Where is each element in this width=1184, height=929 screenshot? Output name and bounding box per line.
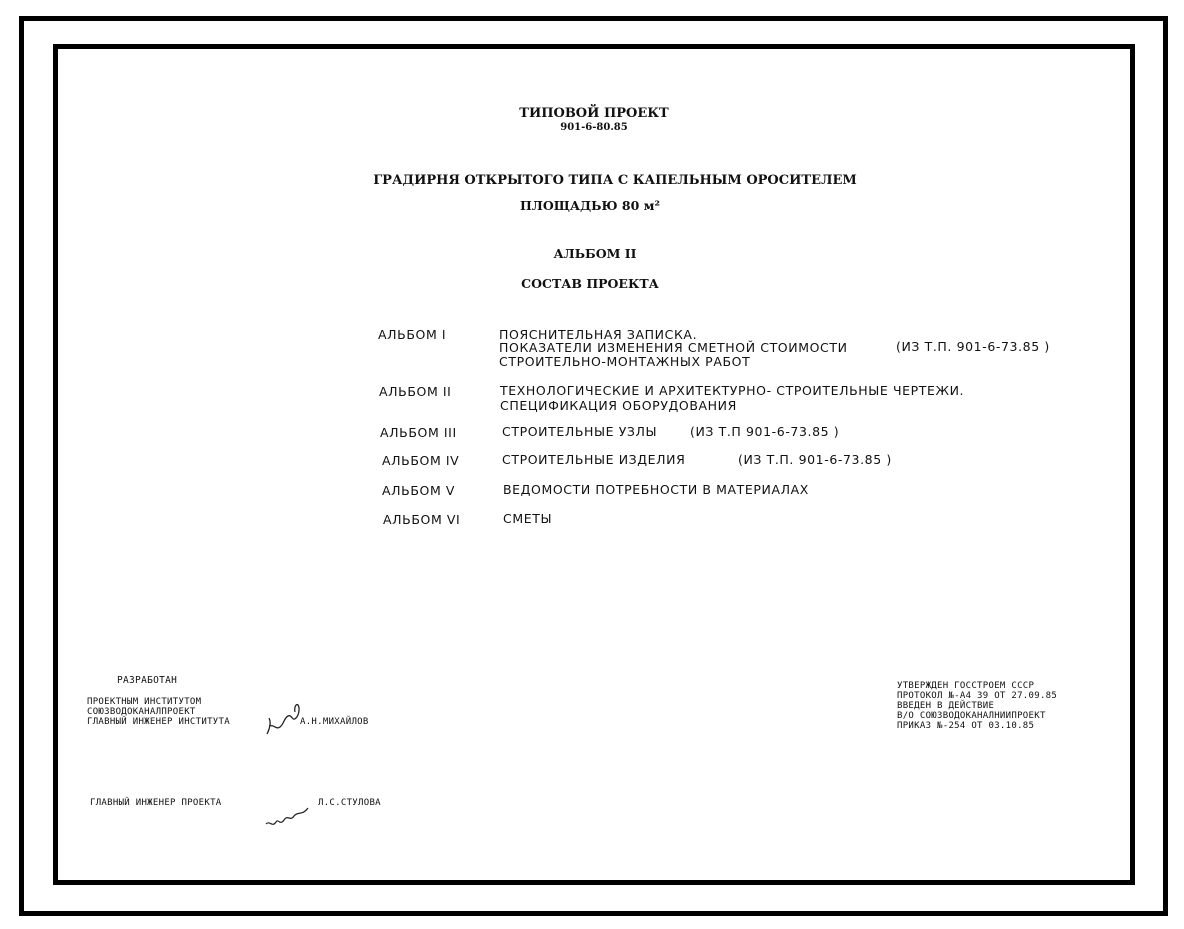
developer-heading: РАЗРАБОТАН (117, 675, 178, 686)
album-4-line-1: СТРОИТЕЛЬНЫЕ ИЗДЕЛИЯ (502, 452, 686, 467)
developer-line-2: СОЮЗВОДОКАНАЛПРОЕКТ (87, 707, 196, 717)
approval-line-1: УТВЕРЖДЕН ГОССТРОЕМ СССР (897, 681, 1035, 691)
album-6-line-1: СМЕТЫ (503, 511, 553, 526)
developer-line-3: ГЛАВНЫЙ ИНЖЕНЕР ИНСТИТУТА (87, 717, 230, 727)
album-4-label: АЛЬБОМ IV (382, 453, 460, 468)
album-1-ref: (ИЗ Т.П. 901-6-73.85 ) (896, 339, 1050, 354)
album-1-line-2: ПОКАЗАТЕЛИ ИЗМЕНЕНИЯ СМЕТНОЙ СТОИМОСТИ (499, 340, 848, 355)
album-1-line-1: ПОЯСНИТЕЛЬНАЯ ЗАПИСКА. (499, 327, 698, 342)
album-2-line-1: ТЕХНОЛОГИЧЕСКИЕ И АРХИТЕКТУРНО- СТРОИТЕЛЬНЫЕ ЧЕРТЕЖИ. (500, 383, 965, 398)
project-engineer-signature (262, 802, 312, 832)
project-number: 901-6-80.85 (560, 122, 628, 133)
project-engineer-name: Л.С.СТУЛОВА (318, 798, 381, 808)
album-3-line-1: СТРОИТЕЛЬНЫЕ УЗЛЫ (502, 424, 658, 439)
album-2-line-2: СПЕЦИФИКАЦИЯ ОБОРУДОВАНИЯ (500, 398, 737, 413)
album-6-label: АЛЬБОМ VI (383, 512, 461, 527)
project-engineer-title: ГЛАВНЫЙ ИНЖЕНЕР ПРОЕКТА (90, 798, 222, 808)
album-3-ref: (ИЗ Т.П 901-6-73.85 ) (690, 424, 840, 439)
album-1-line-3: СТРОИТЕЛЬНО-МОНТАЖНЫХ РАБОТ (499, 354, 751, 369)
developer-line-1: ПРОЕКТНЫМ ИНСТИТУТОМ (87, 697, 202, 707)
project-type: ТИПОВОЙ ПРОЕКТ (519, 106, 669, 121)
album-4-ref: (ИЗ Т.П. 901-6-73.85 ) (738, 452, 892, 467)
album-5-line-1: ВЕДОМОСТИ ПОТРЕБНОСТИ В МАТЕРИАЛАХ (503, 482, 809, 497)
title-line-1: ГРАДИРНЯ ОТКРЫТОГО ТИПА С КАПЕЛЬНЫМ ОРОСИТЕЛЕМ (373, 173, 857, 188)
album-2-label: АЛЬБОМ II (379, 384, 452, 399)
album-3-label: АЛЬБОМ III (380, 425, 457, 440)
title-line-2: ПЛОЩАДЬЮ 80 м² (519, 198, 661, 213)
approval-line-5: ПРИКАЗ №-254 ОТ 03.10.85 (897, 721, 1035, 731)
approval-line-2: ПРОТОКОЛ №-А4 39 ОТ 27.09.85 (897, 691, 1058, 701)
approval-line-4: В/О СОЮЗВОДОКАНАЛНИИПРОЕКТ (897, 711, 1046, 721)
approval-line-3: ВВЕДЕН В ДЕЙСТВИЕ (897, 701, 995, 711)
composition-heading: СОСТАВ ПРОЕКТА (521, 276, 659, 291)
chief-engineer-name: А.Н.МИХАЙЛОВ (300, 717, 369, 727)
album-heading: АЛЬБОМ II (553, 246, 637, 261)
album-1-label: АЛЬБОМ I (378, 327, 447, 342)
album-5-label: АЛЬБОМ V (382, 483, 456, 498)
